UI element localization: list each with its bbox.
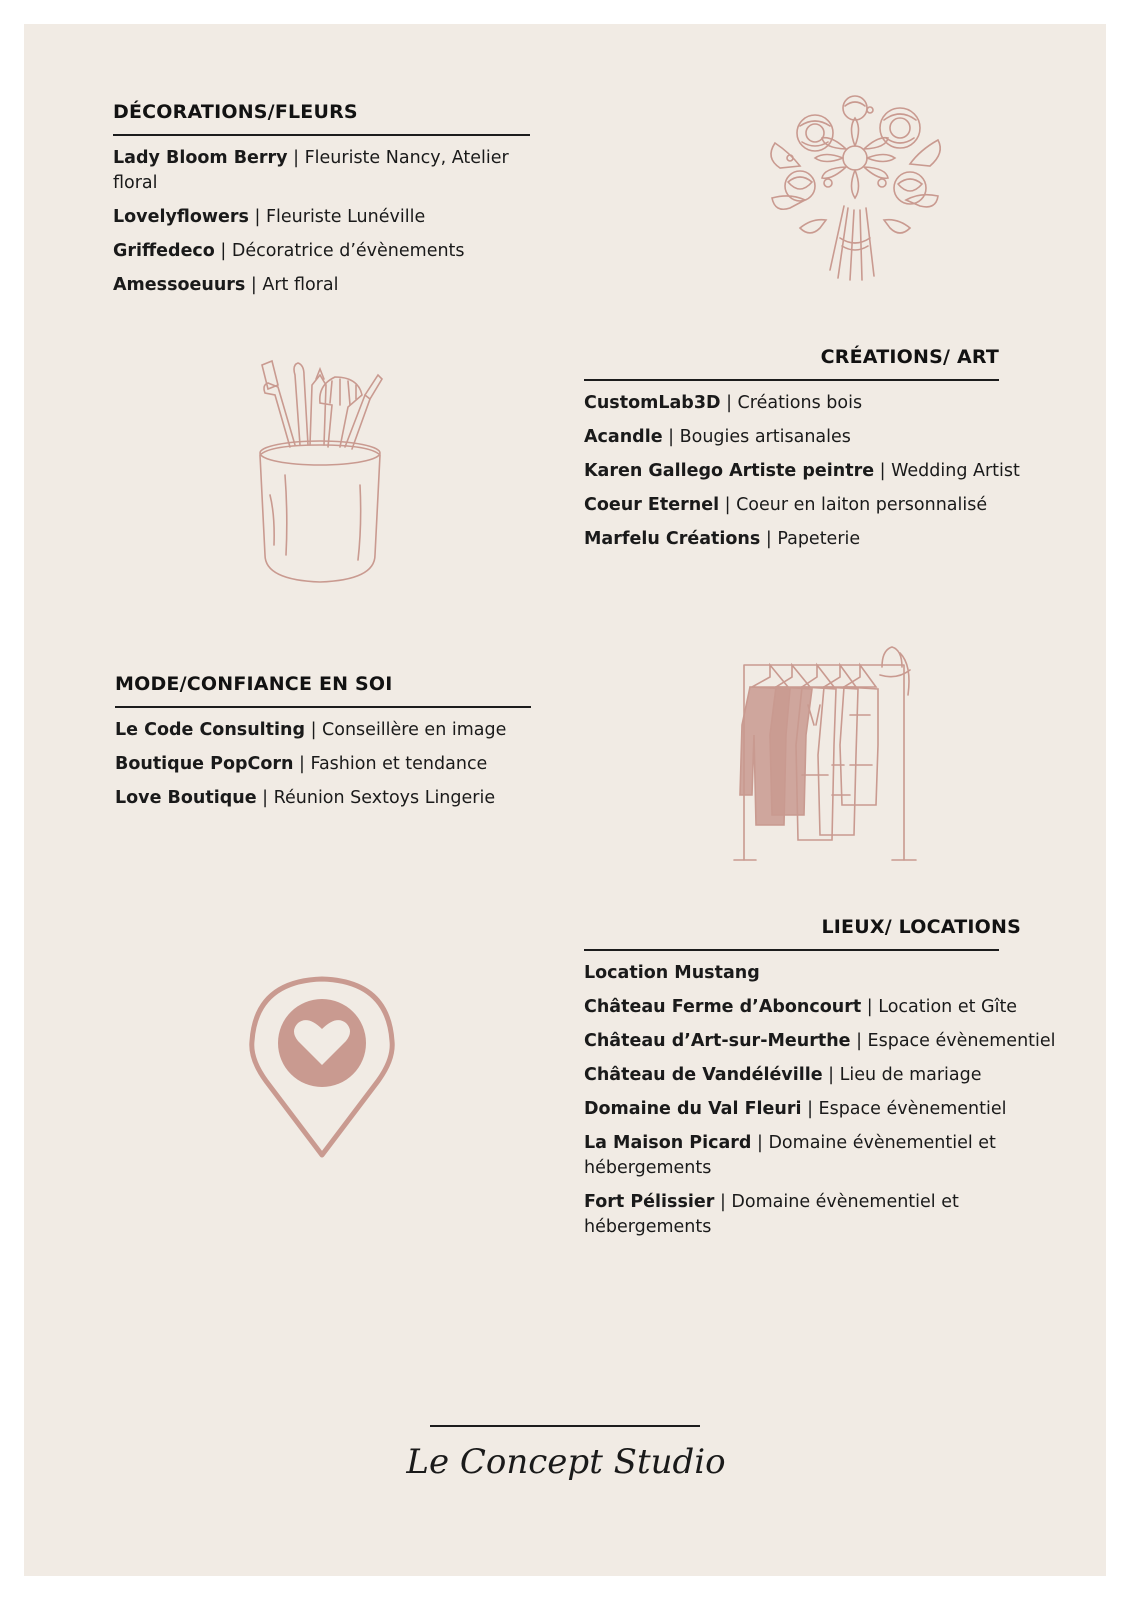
section-title: DÉCORATIONS/FLEURS xyxy=(113,101,358,123)
vendor-desc: | Fleuriste Nancy, Atelier floral xyxy=(113,148,509,193)
vendor-name: Marfelu Créations xyxy=(584,529,761,549)
section-decorations xyxy=(113,100,530,307)
vendor-desc: | Décoratrice d’évènements xyxy=(214,241,465,261)
vendor-name: Coeur Eternel xyxy=(584,495,720,515)
vendor-desc: | Espace évènementiel xyxy=(801,1099,1007,1119)
vendor-desc: | Fleuriste Lunéville xyxy=(248,207,426,227)
vendor-desc: | Réunion Sextoys Lingerie xyxy=(256,788,496,808)
vendor-name: Lady Bloom Berry xyxy=(113,148,288,168)
section-divider xyxy=(113,134,530,136)
list-item xyxy=(584,1190,999,1240)
vendor-desc: | Bougies artisanales xyxy=(662,427,851,447)
section-title: CRÉATIONS/ ART xyxy=(820,346,999,368)
section-divider xyxy=(584,949,999,951)
vendor-name: Domaine du Val Fleuri xyxy=(584,1099,802,1119)
section-divider xyxy=(115,706,531,708)
vendor-name: Fort Pélissier xyxy=(584,1192,715,1212)
brand-signature: Le Concept Studio xyxy=(406,1442,726,1482)
list-item xyxy=(115,718,531,743)
vendor-name: Amessoeuurs xyxy=(113,275,246,295)
signature-divider xyxy=(430,1425,700,1427)
vendor-desc: | Fashion et tendance xyxy=(293,754,488,774)
list-item xyxy=(584,459,1020,484)
vendor-desc: | Domaine évènementiel et hébergements xyxy=(584,1133,996,1178)
vendor-desc: | Art floral xyxy=(245,275,339,295)
vendor-name: Château d’Art-sur-Meurthe xyxy=(584,1031,851,1051)
vendor-desc: | Créations bois xyxy=(720,393,863,413)
vendor-desc: | Papeterie xyxy=(760,529,861,549)
vendor-name: Location Mustang xyxy=(584,963,760,983)
location-heart-icon xyxy=(248,975,396,1160)
list-item xyxy=(113,273,530,298)
vendor-name: Love Boutique xyxy=(115,788,257,808)
list-item xyxy=(584,995,1018,1020)
list-item xyxy=(584,1097,1007,1122)
list-item xyxy=(113,146,530,196)
vendor-name: Lovelyflowers xyxy=(113,207,249,227)
vendor-name: Acandle xyxy=(584,427,663,447)
vendor-desc: | Coeur en laiton personnalisé xyxy=(719,495,988,515)
list-item xyxy=(584,1063,999,1088)
vendor-name: Le Code Consulting xyxy=(115,720,306,740)
section-divider xyxy=(584,379,999,381)
vendor-desc: | Wedding Artist xyxy=(874,461,1020,481)
list-item xyxy=(584,961,999,986)
vendor-desc: | Conseillère en image xyxy=(305,720,507,740)
vendor-name: CustomLab3D xyxy=(584,393,721,413)
list-item xyxy=(584,527,999,552)
vendor-name: La Maison Picard xyxy=(584,1133,752,1153)
list-item xyxy=(584,1029,1056,1054)
vendor-name: Griffedeco xyxy=(113,241,215,261)
list-item xyxy=(584,493,999,518)
list-item xyxy=(115,752,531,777)
section-lieux xyxy=(584,915,1056,1249)
section-title: MODE/CONFIANCE EN SOI xyxy=(115,673,393,695)
vendor-name: Karen Gallego Artiste peintre xyxy=(584,461,875,481)
section-title: LIEUX/ LOCATIONS xyxy=(821,916,1021,938)
list-item xyxy=(584,1131,999,1181)
vendor-desc: | Espace évènementiel xyxy=(850,1031,1056,1051)
vendor-name: Château Ferme d’Aboncourt xyxy=(584,997,862,1017)
section-mode xyxy=(115,672,531,820)
vendor-name: Boutique PopCorn xyxy=(115,754,294,774)
vendor-name: Château de Vandéléville xyxy=(584,1065,823,1085)
list-item xyxy=(584,391,999,416)
list-item xyxy=(584,425,999,450)
list-item xyxy=(115,786,531,811)
clothes-rack-icon xyxy=(732,645,917,870)
vendor-desc: | Location et Gîte xyxy=(861,997,1018,1017)
vendor-desc: | Domaine évènementiel et hébergements xyxy=(584,1192,959,1237)
list-item xyxy=(113,239,530,264)
list-item xyxy=(113,205,530,230)
vendor-desc: | Lieu de mariage xyxy=(822,1065,982,1085)
flower-bouquet-icon xyxy=(760,88,950,283)
brush-jar-icon xyxy=(240,355,400,590)
section-creations xyxy=(584,345,1020,561)
